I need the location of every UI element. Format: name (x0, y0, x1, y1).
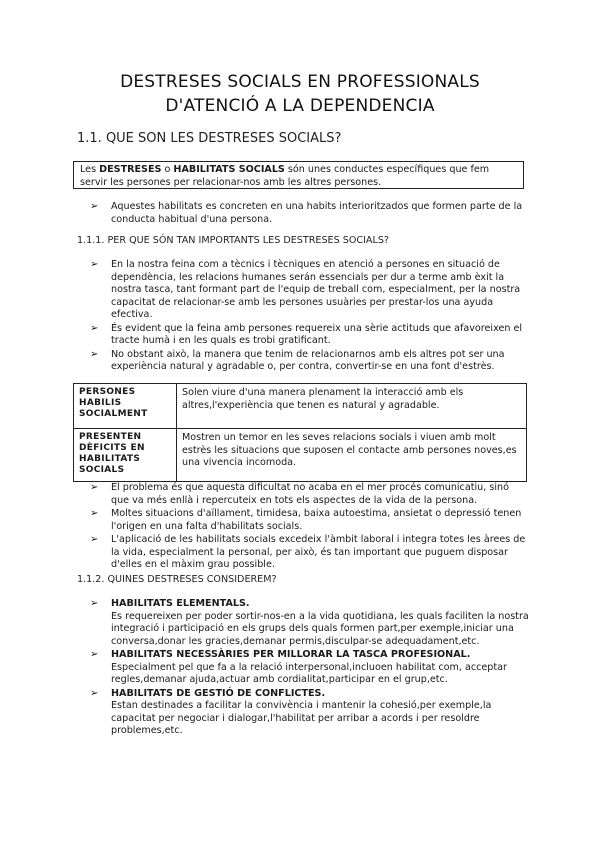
list-item-text: És evident que la feina amb persones requereix una sèrie actituds que afavoreixen el tracte humà i en les quals es trobi gratificant. (111, 322, 523, 346)
list-item-text: Moltes situacions d'aïllament, timidesa, baixa autoestima, ansietat o depressió tenen l'origen en una falta d'habilitats socials. (111, 508, 522, 532)
list-item (90, 482, 530, 507)
definition-term: DESTRESES (99, 164, 162, 175)
arrow-bullet-icon: ➢ (90, 322, 99, 334)
title-line-1: DESTRESES SOCIALS EN PROFESSIONALS (120, 72, 480, 92)
table-label-cell: PERSONES HABILIS SOCIALMENT (74, 384, 177, 429)
table-text-cell: Solen viure d'una manera plenament la interacció amb els altres,l'experiència que tenen es natural y agradable. (177, 384, 527, 429)
bullet-list-importance (90, 259, 530, 375)
list-item-text: En la nostra feina com a tècnics i tècniques en atenció a persones en situació de dependència, les relacions humanes serán essencials per dur a terme amb èxit la nostra tasca, tant formant part de l'equip de treball com, especialment, per la nostra capacitat de relacionar-se amb les persones usuàries per prestar-los una ayuda efectiva. (111, 259, 521, 320)
list-item-text: No obstant això, la manera que tenim de relacionarnos amb els altres pot ser una experiència natural y agradable o, per contra, convertir-se en una font d'estrès. (111, 348, 505, 372)
section-heading-1-1-1: 1.1.1. PER QUE SÓN TAN IMPORTANTS LES DESTRESES SOCIALS? (77, 235, 390, 246)
table-row (74, 429, 527, 482)
definition-box (73, 161, 524, 189)
skill-description: Especialment pel que fa a la relació interpersonal,incluoen habilitat com, acceptar regles,demanar ajuda,actuar amb cordialitat,participar en el grup,etc. (111, 661, 507, 685)
list-item (90, 688, 530, 738)
list-item-text: Aquestes habilitats es concreten en una habits interioritzados que formen parte de la conducta habitual d'una persona. (111, 201, 523, 225)
list-item (90, 259, 530, 322)
list-item (90, 508, 530, 533)
list-item (90, 323, 530, 348)
bullet-list-habits (90, 201, 530, 227)
skill-description: Estan destinades a facilitar la convivència i mantenir la cohesió,per exemple,la capacitat per negociar i dialogar,l'habilitat per arribar a acords i per resoldre problemes,etc. (111, 700, 492, 736)
definition-text: són unes conductes específiques que fem servir les persones per relacionar-nos amb les altres persones. (80, 164, 490, 188)
list-item (90, 649, 530, 687)
definition-text: Les (80, 164, 100, 175)
arrow-bullet-icon: ➢ (90, 348, 99, 360)
list-item (90, 598, 530, 648)
skill-heading: HABILITATS DE GESTIÓ DE CONFLICTES. (111, 687, 326, 699)
arrow-bullet-icon: ➢ (90, 201, 99, 212)
arrow-bullet-icon: ➢ (90, 259, 99, 270)
table-label-cell: PRESENTEN DÈFICITS EN HABILITATS SOCIALS (74, 429, 177, 482)
table-row (74, 384, 527, 429)
comparison-table (73, 383, 527, 482)
arrow-bullet-icon: ➢ (90, 482, 99, 493)
arrow-bullet-icon: ➢ (90, 687, 99, 699)
definition-term: HABILITATS SOCIALS (173, 164, 285, 175)
section-heading-1-1-2: 1.1.2. QUINES DESTRESES CONSIDEREM? (77, 574, 277, 585)
skill-description: Es requereixen per poder sortir-nos-en a la vida quotidiana, les quals faciliten la nostra integració i participació en els grups dels quals formen part,per exemple,iniciar una conversa,donar les gracies,demanar permis,disculpar-se adequadament,etc. (111, 610, 529, 647)
arrow-bullet-icon: ➢ (90, 534, 99, 545)
skill-heading: HABILITATS NECESSÀRIES PER MILLORAR LA TASCA PROFESIONAL. (111, 649, 471, 660)
document-title (60, 70, 540, 118)
bullet-list-skills (90, 598, 530, 739)
list-item (90, 534, 530, 572)
definition-text: o (161, 164, 174, 175)
bullet-list-problems (90, 482, 530, 573)
list-item-text: El problema és que aquesta dificultat no acaba en el mer procés comunicatiu, sinó que va més enllà i repercuteix en tots els aspectes de la vida de la persona. (111, 482, 509, 506)
skill-heading: HABILITATS ELEMENTALS. (111, 598, 250, 609)
arrow-bullet-icon: ➢ (90, 508, 99, 519)
list-item (90, 201, 530, 226)
section-heading-1-1: 1.1. QUE SON LES DESTRESES SOCIALS? (77, 131, 342, 146)
list-item (90, 349, 530, 374)
table-text-cell: Mostren un temor en les seves relacions socials i viuen amb molt estrès les situacions que suposen el contacte amb persones noves,es una vivencia incomoda. (177, 429, 527, 482)
arrow-bullet-icon: ➢ (90, 598, 99, 609)
arrow-bullet-icon: ➢ (90, 649, 99, 660)
title-line-2: D'ATENCIÓ A LA DEPENDENCIA (165, 96, 435, 116)
list-item-text: L'aplicació de les habilitats socials excedeix l'àmbit laboral i integra totes les àrees de la vida, especialment la personal, per això, és tan important que puguem disposar d'elles en el màxim grau possible. (111, 534, 526, 570)
